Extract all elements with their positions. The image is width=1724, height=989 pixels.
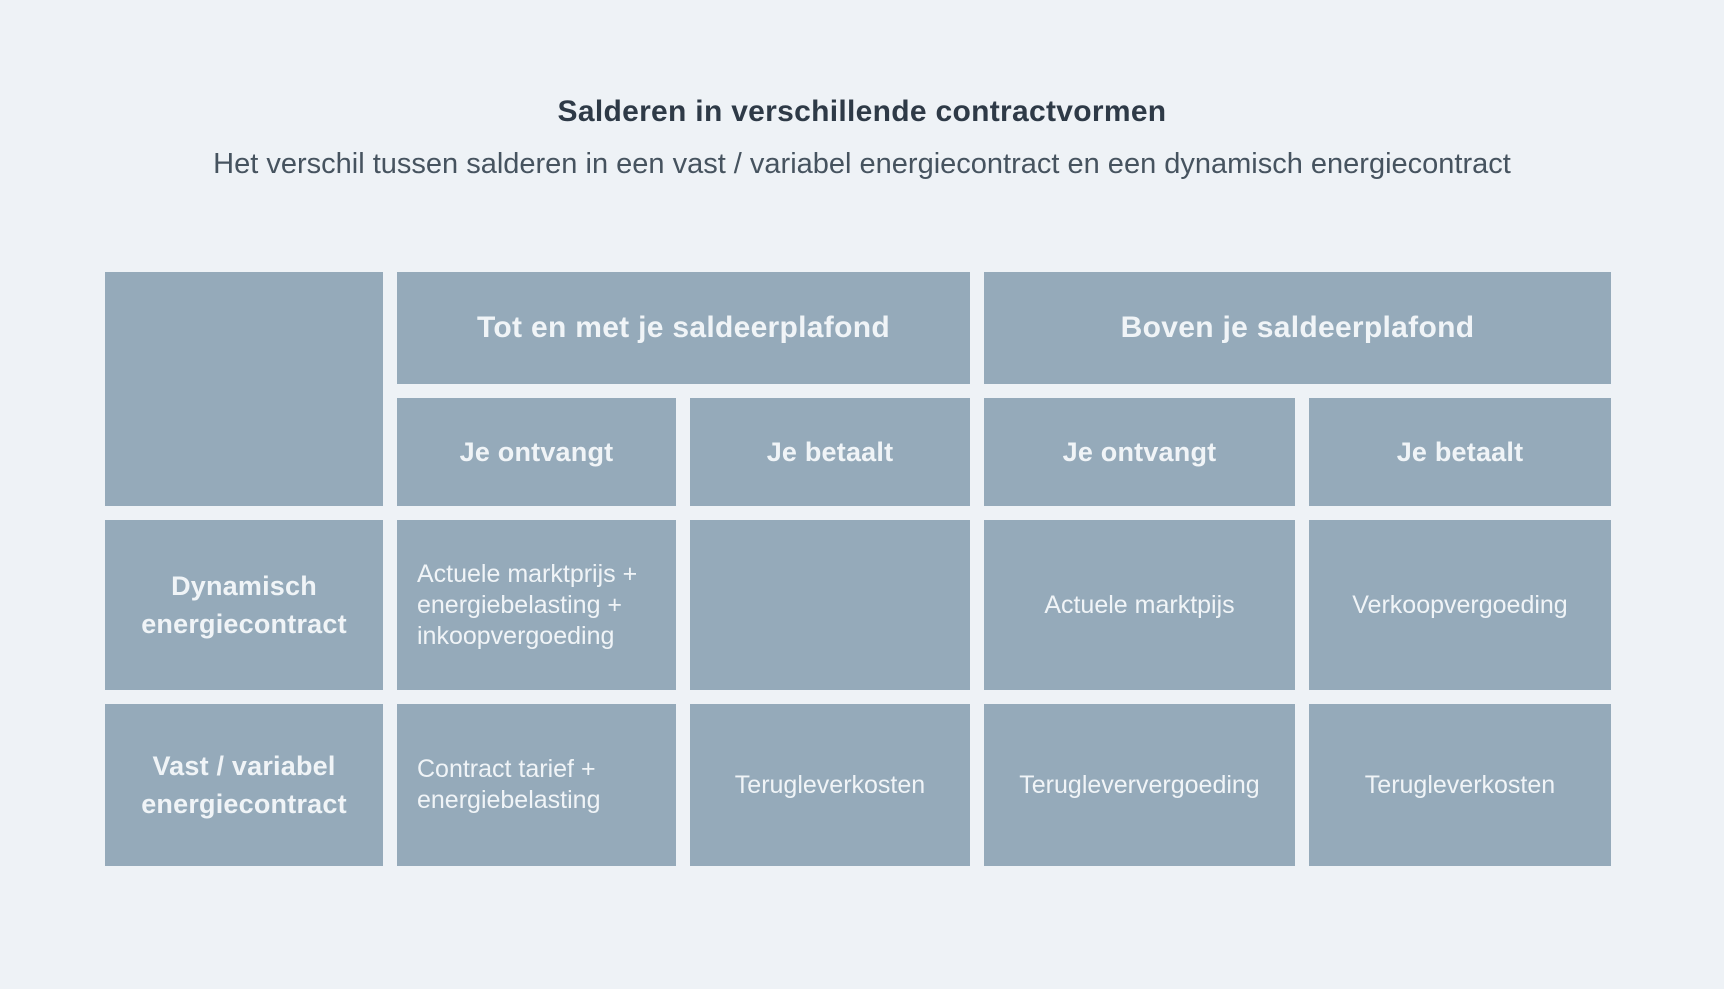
cell-dynamisch-betaalt-boven [1309,520,1611,690]
page-subtitle: Het verschil tussen salderen in een vast / variabel energiecontract en een dynamisch energiecontract [213,148,1511,180]
cell-text: Terugleverkosten [734,770,926,799]
subheader-label: Je ontvangt [1062,436,1217,467]
comparison-table [105,272,1611,866]
group-header-tot-en-met-saldeerplafond [397,272,970,384]
row-label-dynamisch-energiecontract [105,520,383,690]
corner-cell [105,272,383,506]
row-label-text: Dynamisch energiecontract [141,571,347,639]
cell-vast-betaalt-boven [1309,704,1611,866]
subheader-je-betaalt-boven [1309,398,1611,506]
subheader-label: Je betaalt [766,436,894,467]
row-label-text: Vast / variabel energiecontract [141,751,347,819]
row-label-vast-variabel-energiecontract [105,704,383,866]
subheader-je-ontvangt-boven [984,398,1295,506]
cell-text: Terugleververgoeding [1019,770,1260,799]
subheader-label: Je ontvangt [459,436,614,467]
cell-text: Verkoopvergoeding [1352,590,1568,619]
subheader-label: Je betaalt [1396,436,1524,467]
cell-dynamisch-ontvangt-tot [397,520,676,690]
cell-text: Contract tarief + energiebelasting [417,755,601,814]
group-header-boven-saldeerplafond [984,272,1611,384]
cell-dynamisch-betaalt-tot-empty [690,520,970,690]
cell-dynamisch-ontvangt-boven [984,520,1295,690]
group-header-label: Tot en met je saldeerplafond [477,311,890,344]
cell-text: Actuele marktpijs [1044,590,1235,619]
group-header-label: Boven je saldeerplafond [1120,311,1475,344]
cell-text: Actuele marktprijs + energiebelasting + inkoopvergoeding [417,559,638,650]
cell-vast-ontvangt-boven [984,704,1295,866]
page-header [0,0,1724,182]
subheader-je-betaalt-tot [690,398,970,506]
cell-vast-betaalt-tot [690,704,970,866]
cell-vast-ontvangt-tot [397,704,676,866]
page-title: Salderen in verschillende contractvormen [557,95,1167,128]
subheader-je-ontvangt-tot [397,398,676,506]
cell-text: Terugleverkosten [1364,770,1556,799]
